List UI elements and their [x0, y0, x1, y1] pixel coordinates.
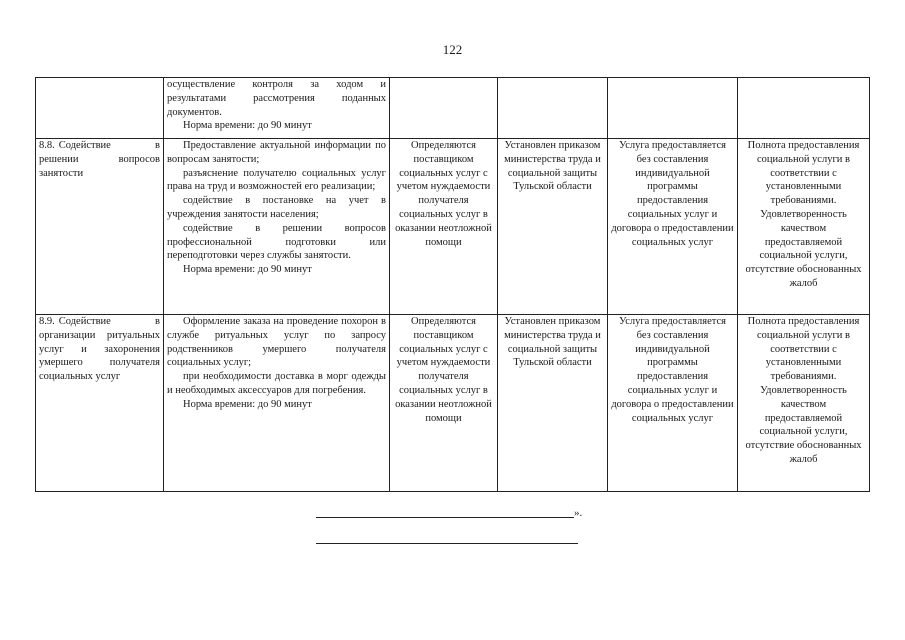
time-norm: Норма времени: до 90 минут: [183, 120, 312, 132]
table-row: [36, 78, 870, 139]
description-paragraph: разъяснение получателю социальных услуг права на труд и возможностей его реализации;: [167, 167, 386, 193]
page-number: 122: [442, 42, 463, 57]
service-description-cell: [164, 78, 390, 139]
legal-act-cell: [498, 78, 608, 139]
table-row: [36, 315, 870, 492]
conditions-cell: [390, 78, 498, 139]
service-name-cell: [36, 78, 164, 139]
description-paragraph: содействие в постановке на учет в учреждения занятости населения;: [167, 195, 386, 220]
service-description-cell: [164, 315, 390, 492]
closing-mark: ».: [574, 507, 583, 519]
legal-act-cell: Установлен приказом министерства труда и социальной защиты Тульской области: [498, 139, 608, 315]
quality-cell: [738, 78, 870, 139]
description-paragraph: содействие в решении вопросов профессиональной подготовки или переподготовки через службы занятости.: [167, 222, 386, 262]
conditions-cell: Определяются поставщиком социальных услуг с учетом нуждаемости получателя социальных услуг в оказании неотложной помощи: [390, 139, 498, 315]
closing-rule: [316, 517, 574, 518]
description-paragraph: осуществление контроля за ходом и результатами рассмотрения поданных документов.: [167, 79, 386, 118]
description-paragraph: при необходимости доставка в морг одежды и необходимых аксессуаров для погребения.: [167, 371, 386, 396]
conditions-cell: Определяются поставщиком социальных услуг с учетом нуждаемости получателя социальных услуг в оказании неотложной помощи: [390, 315, 498, 492]
service-description-cell: [164, 139, 390, 315]
individual-program-cell: Услуга предоставляется без составления индивидуальной программы предоставления социальных услуг и договора о предоставлении социальных услуг: [608, 139, 738, 315]
service-name-cell: [36, 139, 164, 315]
service-number: 8.9.: [39, 316, 55, 327]
legal-act-cell: Установлен приказом министерства труда и социальной защиты Тульской области: [498, 315, 608, 492]
time-norm: Норма времени: до 90 минут: [183, 264, 312, 276]
service-name-cell: [36, 315, 164, 492]
quality-cell: Полнота предоставления социальной услуги в соответствии с установленными требованиями. Удовлетворенность качеством предоставляемой социальной услуги, отсутствие обоснованных жалоб: [738, 315, 870, 492]
service-name: Содействие в организации ритуальных услуг и захоронения умершего получателя социальных услуг: [39, 316, 160, 383]
description-paragraph: Оформление заказа на проведение похорон в службе ритуальных услуг по запросу родственников умершего получателя социальных услуг;: [167, 316, 386, 369]
social-services-table: [35, 77, 870, 492]
time-norm: Норма времени: до 90 минут: [183, 398, 312, 410]
description-paragraph: Предоставление актуальной информации по вопросам занятости;: [167, 140, 386, 165]
individual-program-cell: Услуга предоставляется без составления индивидуальной программы предоставления социальных услуг и договора о предоставлении социальных услуг: [608, 315, 738, 492]
table-row: [36, 139, 870, 315]
individual-program-cell: [608, 78, 738, 139]
quality-cell: Полнота предоставления социальной услуги в соответствии с установленными требованиями. Удовлетворенность качеством предоставляемой социальной услуги, отсутствие обоснованных жалоб: [738, 139, 870, 315]
service-name: Содействие в решении вопросов занятости: [39, 140, 160, 179]
service-number: 8.8.: [39, 140, 55, 151]
end-rule: [316, 543, 578, 544]
